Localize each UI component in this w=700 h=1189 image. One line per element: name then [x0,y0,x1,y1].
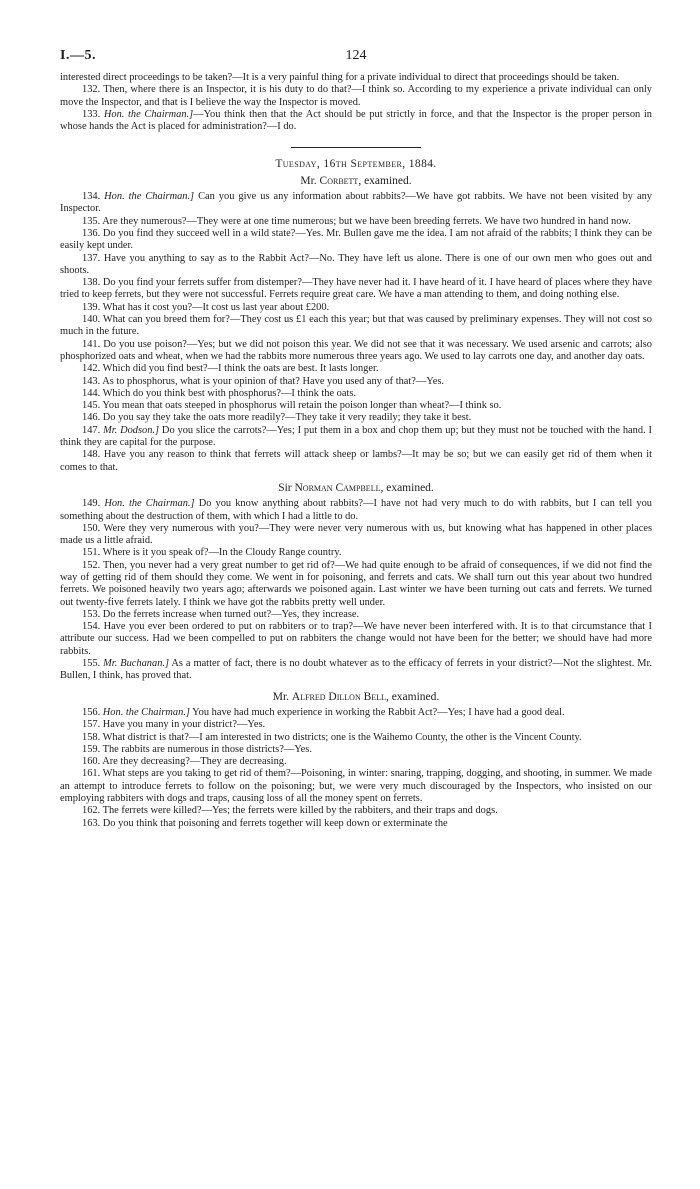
question-number: 142. [82,363,101,375]
qa-paragraph [60,805,652,817]
witness-heading: Mr. Corbett, examined. [300,174,412,187]
sitting-date: Tuesday, 16th September, 1884. [275,158,437,171]
qa-text: —You think then that the Act should be put strictly in force, and that the Inspector is the proper person in whose hands the Act is placed for administration?—I do. [60,108,652,133]
qa-text: What steps are you taking to get rid of them?—Poisoning, in winter: snaring, trapping, dogging, and shooting, in summer. We made an attempt to introduce ferrets to follow on the poisoning; but, we were very much discouraged by the Inspectors, who insisted on our employing rabbiters with dogs and traps, causing loss of all the money spent on ferrets. [60,768,652,805]
qa-paragraph [60,609,652,621]
qa-text: Which do you think best with phosphorus?—I think the oats. [102,387,356,399]
qa-text: As a matter of fact, there is no doubt whatever as to the efficacy of ferrets in your district?—Not the slightest. Mr. Bullen, I think, has proved that. [60,658,652,682]
qa-text: Do you find they succeed well in a wild state?—Yes. Mr. Bullen gave me the idea. I am not afraid of the rabbits; I think they can be easily kept under. [60,227,652,252]
qa-paragraph [60,109,652,134]
question-number: 154. [82,621,101,633]
qa-text: Do you say they take the oats more readily?—They take it very readily; they take it best. [102,412,472,424]
qa-text: As to phosphorus, what is your opinion of that? Have you used any of that?—Yes. [102,375,445,387]
qa-paragraph [60,818,652,830]
question-number: 161. [82,768,101,780]
question-number: 149. [82,498,101,510]
qa-paragraph [60,277,652,302]
qa-list [60,498,652,682]
qa-text: Where is it you speak of?—In the Cloudy Range country. [102,547,342,559]
question-number: 147. [82,424,101,436]
question-number: 136. [82,227,101,239]
speaker-label: Mr. Buchanan.] [103,658,170,670]
qa-text: Which did you find best?—I think the oats are best. It lasts longer. [102,363,379,375]
qa-paragraph [60,498,652,523]
qa-paragraph [60,314,652,339]
witness-heading: Mr. Alfred Dillon Bell, examined. [272,690,440,703]
qa-text: Have you many in your district?—Yes. [102,719,266,731]
qa-paragraph [60,228,652,253]
question-number: 153. [82,608,101,620]
qa-text: Have you anything to say as to the Rabbit Act?—No. They have left us alone. There is one of our own men who goes out and shoots. [60,252,652,276]
page-header [60,50,652,68]
qa-paragraph [60,84,652,109]
parliamentary-paper-ref: I.—5. [60,48,96,63]
question-number: 140. [82,314,101,326]
question-number: 139. [82,301,101,313]
qa-text: Then, where there is an Inspector, it is his duty to do that?—I think so. According to my experience a private individual can only move the Inspector, and that is I believe the way the Inspector is moved. [60,84,652,108]
question-number: 151. [82,547,101,559]
qa-paragraph [60,547,652,559]
qa-paragraph [60,523,652,548]
question-number: 160. [82,756,101,768]
qa-paragraph [60,376,652,388]
speaker-label: Hon. the Chairman.] [104,191,195,203]
qa-text: What has it cost you?—It cost us last year about £200. [102,301,330,313]
continued-paragraph: interested direct proceedings to be taken?—It is a very painful thing for a private individual to direct that proceedings should be taken. [60,72,620,83]
qa-text: Do you think that poisoning and ferrets together will keep down or exterminate the [102,817,448,829]
qa-paragraph [60,756,652,768]
qa-paragraph [60,560,652,609]
qa-list [60,707,652,830]
qa-paragraph [60,363,652,375]
qa-paragraph [60,658,652,683]
qa-text: Do you find your ferrets suffer from distemper?—They have never had it. I have heard of it. I have heard of places where they have tried to keep ferrets, but they were not successful. Ferrets require great care. We have a man attending to them, and doing nothing else. [60,277,652,301]
qa-text: Have you any reason to think that ferrets will attack sheep or lambs?—It may be so; but we can easily get rid of them when it comes to that. [60,449,652,473]
qa-paragraph [60,719,652,731]
qa-paragraph [60,768,652,805]
witness-heading: Sir Norman Campbell, examined. [278,481,434,494]
question-number: 152. [82,559,101,571]
qa-text: Do you use poison?—Yes; but we did not poison this year. We did not see that it was necessary. We used arsenic and carrots; also phosphorized oats and wheat, when we had the rabbits more numerous three years ago. We used to lay carrots one day, and another day oats. [60,338,652,362]
question-number: 144. [82,387,101,399]
qa-paragraph [60,191,652,216]
speaker-label: Hon. the Chairman.] [104,498,195,510]
question-number: 141. [82,338,101,350]
speaker-label: Hon. the Chairman.] [103,108,194,120]
qa-text: You have had much experience in working the Rabbit Act?—Yes; I have had a good deal. [189,706,565,718]
section-divider [291,147,421,148]
qa-text: Do the ferrets increase when turned out?—Yes, they increase. [102,608,360,620]
qa-text: You mean that oats steeped in phosphorus will retain the poison longer than wheat?—I think so. [102,400,502,412]
qa-paragraph [60,732,652,744]
question-number: 159. [82,743,101,755]
qa-text: Are they numerous?—They were at one time numerous; but we have been breeding ferrets. We have two hundred in hand now. [102,215,631,227]
question-number: 145. [82,400,101,412]
speaker-label: Mr. Dodson.] [103,424,160,436]
qa-paragraph [60,302,652,314]
qa-text: Have you ever been ordered to put on rabbiters or to trap?—We have never been interfered with. It is to that circumstance that I attribute our success. Had we been compelled to put on rabbiters the change would not have been for the better; we should have had more rabbits. [60,621,652,657]
witness-name: Alfred Dillon Bell [291,690,386,703]
question-number: 155. [82,658,101,670]
qa-text: Do you know anything about rabbits?—I have not had very much to do with rabbits, but I can tell you something about the destruction of them, with which I had a little to do. [60,498,652,522]
qa-paragraph [60,339,652,364]
question-number: 132. [82,84,101,96]
qa-text: The rabbits are numerous in those districts?—Yes. [102,743,312,755]
question-number: 148. [82,449,101,461]
qa-paragraph [60,412,652,424]
qa-text: What can you breed them for?—They cost us £1 each this year; but that was caused by preliminary expenses. They will not cost so much in the future. [60,314,652,338]
qa-text: The ferrets were killed?—Yes; the ferrets were killed by the rabbiters, and their traps and dogs. [102,805,498,817]
qa-paragraph [60,707,652,719]
question-number: 163. [82,817,101,829]
question-number: 137. [82,252,101,264]
qa-text: Are they decreasing?—They are decreasing. [102,756,287,768]
qa-paragraph [60,253,652,278]
witness-name: Norman Campbell [294,481,381,494]
question-number: 146. [82,412,101,424]
question-number: 143. [82,375,101,387]
question-number: 157. [82,719,101,731]
qa-paragraph [60,449,652,474]
qa-text: Were they very numerous with you?—They were never very numerous with us, but knowing what has happened in other places made us a little afraid. [60,522,652,547]
question-number: 150. [82,522,101,534]
qa-text: Then, you never had a very great number to get rid of?—We had quite enough to be afraid of consequences, if we did not find the way of getting rid of them should they come. We went in for poisoning, and ferrets and cats. We shall turn out this year about two hundred ferrets. We poisoned heavily two years ago; afterwards we poisoned again. Last winter we have been turning out cats and ferrets. We turned out twenty-five ferrets lately. I think we have got the rabbits pretty well under. [60,559,652,608]
question-number: 156. [82,706,101,718]
qa-paragraph [60,216,652,228]
witness-name: Corbett [319,174,359,187]
qa-paragraph [60,388,652,400]
question-number: 138. [82,277,101,289]
qa-paragraph [60,425,652,450]
question-number: 158. [82,731,101,743]
speaker-label: Hon. the Chairman.] [102,706,190,718]
question-number: 162. [82,805,101,817]
page-number: 124 [345,48,367,63]
qa-paragraph [60,400,652,412]
qa-text: Do you slice the carrots?—Yes; I put them in a box and chop them up; but they must not be touched with the hand. I think they are capital for the purpose. [60,424,652,449]
qa-text: Can you give us any information about rabbits?—We have got rabbits. We have not been visited by any Inspector. [60,191,652,215]
question-number: 134. [82,191,101,203]
opening-paragraphs [60,72,652,133]
question-number: 133. [82,108,101,120]
qa-list [60,191,652,474]
qa-text: What district is that?—I am interested in two districts; one is the Waihemo County, the other is the Vincent County. [102,731,582,743]
qa-paragraph [60,744,652,756]
question-number: 135. [82,215,101,227]
qa-paragraph [60,621,652,658]
